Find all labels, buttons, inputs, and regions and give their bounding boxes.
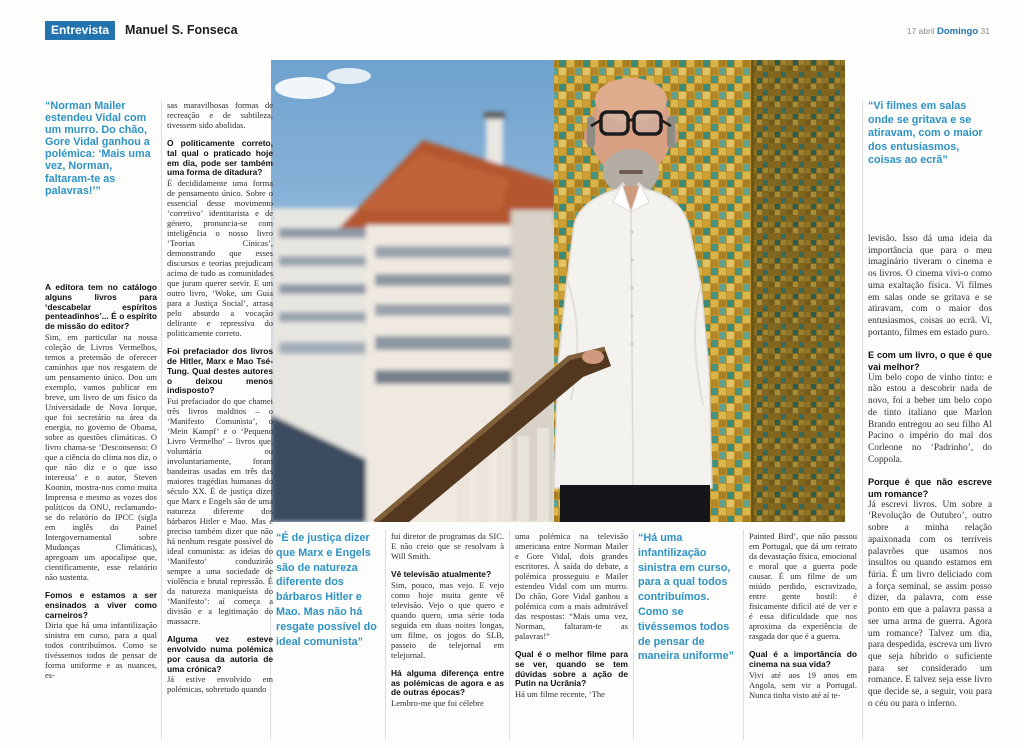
- question: Vê televisão atualmente?: [391, 569, 492, 579]
- kicker-badge: Entrevista: [45, 21, 115, 40]
- answer: Há um filme recente, ‘The: [515, 689, 605, 700]
- answer: sas maravilhosas formas de recreação e de subtileza, tivessem sido abolidas.: [167, 100, 273, 130]
- column-2: [167, 100, 273, 694]
- question: E com um livro, o que é que vai melhor?: [868, 350, 992, 372]
- answer: Diria que há uma infantilização sinistra em curso, para a qual todos contribuímos. Como se tivéssemos todos de pensar de forma uniforme e as nuances, es-: [45, 620, 157, 681]
- question: Fomos e estamos a ser ensinados a viver como carneiros?: [45, 589, 157, 620]
- column-6: [868, 234, 992, 710]
- question: Alguma vez esteve envolvido numa polémica por causa da autoria de uma crónica?: [167, 634, 273, 674]
- answer: Vivi até aos 19 anos em Angola, sem vir a Portugal. Nunca tinha visto até aí te-: [749, 669, 857, 700]
- answer: Lembro-me que foi célebre: [391, 698, 484, 709]
- pull-quote-left: “Norman Mailer estendeu Vidal com um murro. Do chão, Gore Vidal ganhou a polémica: ‘Mais uma vez, Norman, faltaram-te as palavras!’”: [45, 100, 151, 197]
- pull-quote-mid-left: “É de justiça dizer que Marx e Engels são de natureza diferente dos bárbaros Hitler e Mao. Mas não há resgate possível do ideal comunista”: [276, 532, 377, 648]
- answer: uma polémica na televisão americana entre Norman Mailer e Gore Vidal, dois grandes escritores. À saída do debate, a polémica prosseguiu e Mailer estendeu Vidal com um murro. Do chão, Gore Vidal ganhou a polémica com a mais admirável das respostas: “Mais uma vez, Norman, faltaram-te as palavras!”: [515, 531, 628, 641]
- answer: levisão. Isso dá uma ideia da importância que para o meu imaginário tiveram o cinema e os livros. O cinema vivi-o como uma exaltação física. Vi filmes em salas onde se gritava e se atiravam, com o maior dos entusiasmos, coisas ao ecrã. Vi, portanto, filmes em estado puro.: [868, 234, 992, 338]
- answer: Sim, em particular na nossa coleção de Livros Vermelhos, temos a pretensão de oferecer caminhos que nos resgatem de um pensamento único. Dou um exemplo, vamos publicar em breve, um livro de um físico da Universidade de Nova Iorque, que foi secretário na área da energia, no governo de Obama, sobre as questões climáticas. O livro chama-se ‘Desconsenso: O que a ciência do clima nos diz, o que não diz e o que isso interessa’ e o autor, Steven Koonin, mostra-nos como muita Imprensa e mesmo as vozes dos políticos da ONU, reclamando-se do relatório do IPCC (sigla em inglês do Painel Intergovernamental sobre Mudanças Climáticas), apregoam um apocalipse que, cientificamente, esse relatório não sustenta.: [45, 331, 157, 582]
- author-name: Manuel S. Fonseca: [125, 23, 238, 37]
- question: Porque é que não escreve um romance?: [868, 477, 992, 499]
- answer: Sim, pouco, mas vejo. E vejo como hoje muita gente vê televisão. Vejo o que quero e quando quero, uma série toda seguida em duas noites longas, um filme, os jogos do SLB, passeio de telejornal em telejornal.: [391, 579, 504, 660]
- question: Foi prefaciador dos livros de Hitler, Marx e Mao Tsé-Tung. Qual destes autores o deixou menos indisposto?: [167, 346, 273, 396]
- publication-name: Domingo: [936, 26, 979, 37]
- question: Há alguma diferença entre as polémicas de agora e as de outras épocas?: [391, 667, 504, 698]
- question: Qual é a importância do cinema na sua vida?: [749, 649, 857, 669]
- answer: Um belo copo de vinho tinto: e não estou a descobrir nada de novo, foi a beber um belo copo de tinto italiano que Marlon Brando entregou ao seu filho Al Pacino o império do mal dos Corleone no ‘Padrinho’, do Coppola.: [868, 372, 992, 465]
- pull-quote-right: “Vi filmes em salas onde se gritava e se atiravam, com o maior dos entusiasmos, coisas ao ecrã”: [868, 100, 983, 167]
- column-3: [391, 531, 504, 708]
- column-rule: [633, 530, 634, 740]
- column-5: [749, 531, 857, 700]
- answer: fui diretor de programas da SIC. E não creio que se resolvam à Will Smith.: [391, 531, 504, 561]
- interview-photo-art: [271, 60, 845, 522]
- folio: [907, 26, 990, 37]
- question: Qual é o melhor filme para se ver, quando se tem dúvidas sobre a ação de Putin na Ucrânia?: [515, 649, 628, 689]
- kicker: [45, 21, 238, 40]
- column-rule: [862, 100, 863, 740]
- answer: Painted Bird’, que não passou em Portugal, que dá um retrato da devastação física, emocional e moral que a guerra pode causar. É um filme de um miúdo perdido, escravizado, entre gente hostil: é fisicamente difícil até de ver e é essa dificuldade que nos aproxima da experiência de rasgada dor que é a guerra.: [749, 531, 857, 641]
- column-4: [515, 531, 628, 699]
- pull-quote-mid-right: “Há uma infantilização sinistra em curso, para a qual todos contribuímos. Como se tivéssemos todos de pensar de maneira uniforme”: [638, 532, 734, 663]
- column-rule: [743, 530, 744, 740]
- column-1: [45, 283, 157, 680]
- answer: Já escrevi livros. Um sobre a ‘Revolução de Outubro’, outro sobre a minha relação apaixonada com os terríveis palavrões que usamos nos insultos ou quando estamos em fúria. É um livro deliciado com a força seminal, se assim posso dizer, da palavra, com esse ponto em que a palavra passa a ser uma arma de guerra. Agora um romance? Talvez um dia, para despedida, escreva um livro que seja híbrido o suficiente para ser considerado um romance. E talvez seja esse livro que decide se, a seguir, vou para o céu ou para o inferno.: [868, 499, 992, 709]
- column-rule: [385, 530, 386, 740]
- answer: Fui prefaciador do que chamei três livros malditos – o ‘Manifesto Comunista’, o ‘Mein Kampf’ e o ‘Pequeno Livro Vermelho’ – livros que, voluntária ou involuntariamente, foram bandeiras usadas em três das maiores tragédias humanas do século XX. É de justiça dizer que Marx e Engels são de uma natureza diferente dos bárbaros Hitler e Mao. Mas é preciso também dizer que não há nenhum resgate possível do ideal comunista: as ideias do ‘Manifesto’ conduzirão sempre a uma sociedade de violência e brutal repressão. É da natureza maniqueísta do ‘Manifesto’: aí começa a divisão e a legitimação do massacre.: [167, 396, 273, 627]
- issue-date: 17 abril: [906, 26, 935, 36]
- question: O politicamente correto, tal qual o praticado hoje em dia, pode ser também uma forma de ditadura?: [167, 138, 273, 178]
- column-rule: [161, 100, 162, 740]
- question: A editora tem no catálogo alguns livros para ‘descabelar espíritos penteadinhos’... É o espírito de missão do editor?: [45, 282, 157, 332]
- answer: É decididamente uma forma de pensamento único. Sobre o essencial desse movimento ‘corretivo’ identitarista e de género, pronuncia-se com inteligência o nosso livro ‘Teorias Cínicas’, demonstrando que esses discursos e teorias prejudicam acima de tudo as comunidades que juram querer servir. E um outro livro, ‘Woke, um Guia para a Justiça Social’, arrasa pelo absurdo a vocação delirante e repressiva do politicamente correto.: [167, 178, 273, 339]
- column-rule: [509, 530, 510, 740]
- answer: Já estive envolvido em polémicas, sobretudo quando: [167, 674, 273, 695]
- interview-photo: [271, 60, 845, 522]
- page-number: 31: [980, 26, 990, 36]
